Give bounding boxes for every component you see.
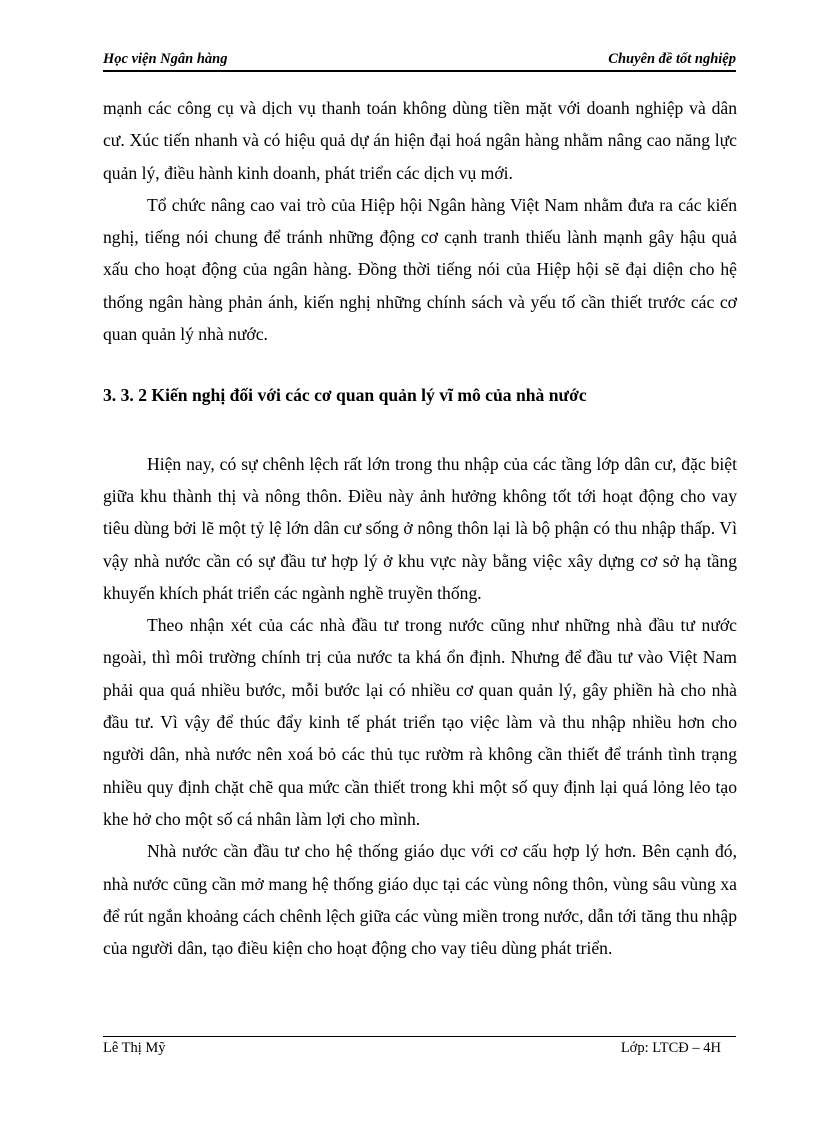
spacer (103, 412, 737, 448)
paragraph-1: mạnh các công cụ và dịch vụ thanh toán không dùng tiền mặt với doanh nghiệp và dân cư. Xúc tiến nhanh và có hiệu quả dự án hiện đại hoá ngân hàng nhằm nâng cao năng lực quản lý, điều hành kinh doanh, phát triển các dịch vụ mới. (103, 98, 737, 183)
header-institution: Học viện Ngân hàng (103, 51, 228, 67)
paragraph-5: Nhà nước cần đầu tư cho hệ thống giáo dục với cơ cấu hợp lý hơn. Bên cạnh đó, nhà nước cũng cần mở mang hệ thống giáo dục tại các vùng nông thôn, vùng sâu vùng xa để rút ngắn khoảng cách chênh lệch giữa các vùng miền trong nước, dẫn tới tăng thu nhập của người dân, tạo điều kiện cho hoạt động cho vay tiêu dùng phát triển. (103, 841, 737, 959)
footer-class: Lớp: LTCĐ – 4H (620, 1040, 721, 1056)
section-heading: 3. 3. 2 Kiến nghị đối với các cơ quan quản lý vĩ mô của nhà nước (103, 385, 587, 406)
paragraph-2: Tổ chức nâng cao vai trò của Hiệp hội Ngân hàng Việt Nam nhằm đưa ra các kiến nghị, tiếng nói chung để tránh những động cơ cạnh tranh thiếu lành mạnh gây hậu quả xấu cho hoạt động của ngân hàng. Đồng thời tiếng nói của Hiệp hội sẽ đại diện cho hệ thống ngân hàng phản ánh, kiến nghị những chính sách và yếu tố cần thiết trước các cơ quan quản lý nhà nước. (103, 194, 737, 345)
spacer (103, 350, 737, 379)
page-footer (103, 1036, 736, 1061)
paragraph-3: Hiện nay, có sự chênh lệch rất lớn trong thu nhập của các tầng lớp dân cư, đặc biệt giữa khu thành thị và nông thôn. Điều này ảnh hưởng không tốt tới hoạt động cho vay tiêu dùng bởi lẽ một tỷ lệ lớn dân cư sống ở nông thôn lại là bộ phận có thu nhập thấp. Vì vậy nhà nước cần có sự đầu tư hợp lý ở khu vực này bằng việc xây dựng cơ sở hạ tầng khuyến khích phát triển các ngành nghề truyền thống. (103, 453, 737, 603)
document-body (103, 92, 737, 964)
page-header (103, 48, 736, 72)
header-document-type: Chuyên đề tốt nghiệp (608, 51, 736, 67)
footer-author: Lê Thị Mỹ (103, 1040, 166, 1056)
paragraph-4: Theo nhận xét của các nhà đầu tư trong nước cũng như những nhà đầu tư nước ngoài, thì môi trường chính trị của nước ta khá ổn định. Nhưng để đầu tư vào Việt Nam phải qua quá nhiều bước, mỗi bước lại có nhiều cơ quan quản lý, gây phiền hà cho nhà đầu tư. Vì vậy để thúc đẩy kinh tế phát triển tạo việc làm và thu nhập nhiều hơn cho người dân, nhà nước nên xoá bỏ các thủ tục rườm rà không cần thiết để tránh tình trạng nhiều quy định chặt chẽ qua mức cần thiết trong khi một số quy định lại quá lỏng lẻo tạo khe hở cho một số cá nhân làm lợi cho mình. (103, 615, 737, 829)
